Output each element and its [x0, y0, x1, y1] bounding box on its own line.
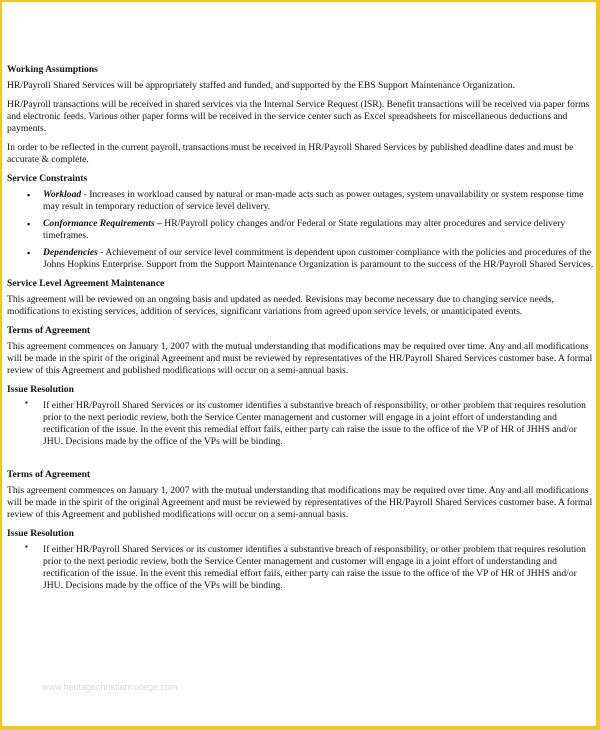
bullet-icon: ▪ [25, 542, 28, 551]
bullet-icon: ▪ [27, 248, 31, 258]
issue-resolution-section [7, 528, 596, 592]
item-term: Dependencies - [43, 247, 104, 258]
paragraph: HR/Payroll Shared Services will be appropriately staffed and funded, and supported by the EBS Support Maintenance Organization. [7, 80, 515, 91]
paragraph: This agreement commences on January 1, 2007 with the mutual understanding that modifications may be required over time. Any and all modifications will be made in the spirit of the original Agreement and must be reviewed by representatives of the HR/Payroll Shared Services customer base. A formal review of this Agreement and published modifications will occur on a semi-annual basis. [7, 341, 593, 376]
terms-of-agreement-section [7, 469, 596, 521]
paragraph: HR/Payroll transactions will be received in shared services via the Internal Service Request (ISR). Benefit transactions will be received via paper forms and electronic feeds. Various other paper forms will be received in the service center such as Excel spreadsheets for miscellaneous deductions and payments. [7, 99, 590, 134]
item-term: Workload [43, 189, 82, 200]
paragraph: This agreement commences on January 1, 2007 with the mutual understanding that modifications may be required over time. Any and all modifications will be made in the spirit of the original Agreement and must be reviewed by representatives of the HR/Payroll Shared Services customer base. A formal review of this Agreement and published modifications will occur on a semi-annual basis. [7, 485, 593, 520]
item-text: If either HR/Payroll Shared Services or its customer identifies a substantive breach of responsibility, or other problem that requires resolution prior to the next periodic review, both the Service Center management and customer will engage in a joint effort of understanding and rectification of the issue. In the event this remedial effort fails, either party can raise the issue to the office of the VP of HR of JHHS and/or JHU. Decisions made by the office of the VPs will be binding. [43, 400, 586, 447]
item-text: Achievement of our service level commitment is dependent upon customer compliance with the policies and procedures of the Johns Hopkins Enterprise. Support from the Support Maintenance Organization is paramount to the success of the HR/Payroll Shared Services. [43, 247, 594, 270]
bullet-icon: ▪ [27, 190, 31, 200]
document-body [7, 64, 596, 599]
issue-list [7, 544, 596, 592]
service-constraints-section [7, 173, 596, 271]
list-item [7, 247, 596, 271]
spacer [7, 455, 596, 469]
list-item [7, 189, 596, 213]
item-text: - Increases in workload caused by natural or man-made acts such as power outages, system unavailability or system response time may result in temporary reduction of service level delivery. [43, 189, 584, 212]
bullet-icon: ▪ [27, 219, 31, 229]
section-heading: Issue Resolution [7, 528, 74, 539]
section-heading: Terms of Agreement [7, 469, 91, 480]
section-heading: Terms of Agreement [7, 325, 91, 336]
sla-maintenance-section [7, 278, 596, 318]
working-assumptions-section [7, 64, 596, 166]
section-heading: Working Assumptions [7, 64, 98, 75]
list-item [7, 218, 596, 242]
item-text: HR/Payroll policy changes and/or Federal or State regulations may alter procedures and service delivery timeframes. [43, 218, 566, 241]
paragraph: This agreement will be reviewed on an ongoing basis and updated as needed. Revisions may become necessary due to changing service needs, modifications to existing services, addition of services, significant variations from agreed upon service levels, or unanticipated events. [7, 294, 554, 317]
constraints-list [7, 189, 596, 271]
bullet-icon: ▪ [25, 398, 28, 407]
paragraph: In order to be reflected in the current payroll, transactions must be received in HR/Payroll Shared Services by published deadline dates and must be accurate & complete. [7, 142, 574, 165]
list-item [7, 400, 596, 448]
section-heading: Issue Resolution [7, 384, 74, 395]
issue-list [7, 400, 596, 448]
item-text: If either HR/Payroll Shared Services or its customer identifies a substantive breach of responsibility, or other problem that requires resolution prior to the next periodic review, both the Service Center management and customer will engage in a joint effort of understanding and rectification of the issue. In the event this remedial effort fails, either party can raise the issue to the office of the VP of HR of JHHS and/or JHU. Decisions made by the office of the VPs will be binding. [43, 544, 586, 591]
list-item [7, 544, 596, 592]
section-heading: Service Constraints [7, 173, 88, 184]
item-term: Conformance Requirements – [43, 218, 162, 229]
document-page [2, 2, 596, 726]
issue-resolution-section [7, 384, 596, 448]
section-heading: Service Level Agreement Maintenance [7, 278, 165, 289]
watermark-text: www.heritagechristiancollege.com [42, 682, 178, 692]
terms-of-agreement-section [7, 325, 596, 377]
